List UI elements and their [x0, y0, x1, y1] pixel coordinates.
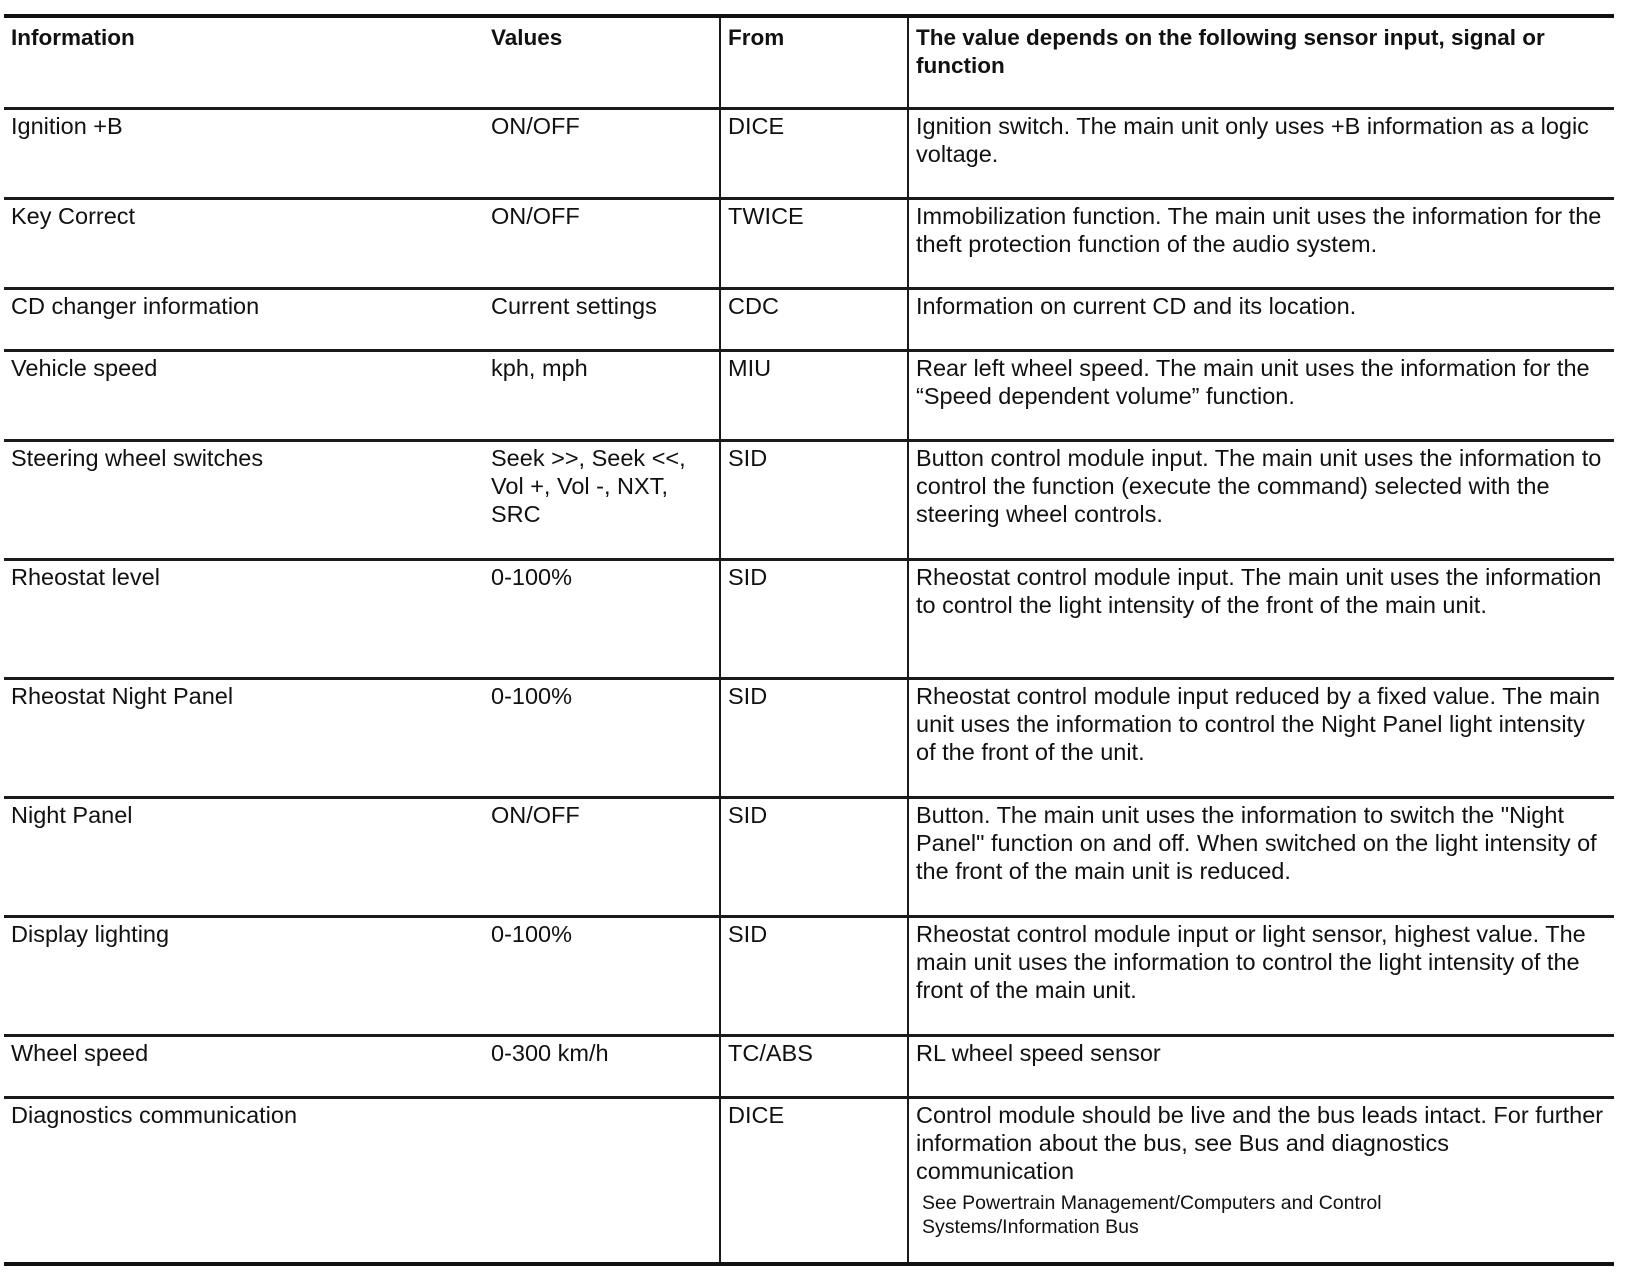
- table-row: [4, 797, 1614, 916]
- header-values: Values: [484, 16, 720, 108]
- table-row: [4, 916, 1614, 1035]
- cell-information: Steering wheel switches: [4, 440, 484, 559]
- cell-from: SID: [720, 440, 908, 559]
- cell-information: Display lighting: [4, 916, 484, 1035]
- cell-values: ON/OFF: [484, 198, 720, 288]
- cell-depends: Rheostat control module input reduced by a fixed value. The main unit uses the information to control the Night Panel light intensity of the front of the unit.: [908, 678, 1614, 797]
- cell-values: 0-100%: [484, 916, 720, 1035]
- cell-information: Vehicle speed: [4, 350, 484, 440]
- cell-from: SID: [720, 797, 908, 916]
- cell-depends: Rheostat control module input or light sensor, highest value. The main unit uses the information to control the light intensity of the front of the main unit.: [908, 916, 1614, 1035]
- cell-depends: Information on current CD and its location.: [908, 288, 1614, 350]
- cell-values: ON/OFF: [484, 797, 720, 916]
- cell-information: Rheostat Night Panel: [4, 678, 484, 797]
- table-row: [4, 288, 1614, 350]
- table-row: [4, 350, 1614, 440]
- cell-depends: Rear left wheel speed. The main unit uses the information for the “Speed dependent volume” function.: [908, 350, 1614, 440]
- cell-values: ON/OFF: [484, 108, 720, 198]
- cell-values: Current settings: [484, 288, 720, 350]
- cell-depends-text: Control module should be live and the bus leads intact. For further information about the bus, see Bus and diagnostics communication: [916, 1101, 1604, 1184]
- cell-information: Key Correct: [4, 198, 484, 288]
- cell-from: DICE: [720, 1097, 908, 1264]
- cell-information: Ignition +B: [4, 108, 484, 198]
- cell-depends: Ignition switch. The main unit only uses +B information as a logic voltage.: [908, 108, 1614, 198]
- table-row: [4, 198, 1614, 288]
- header-depends: The value depends on the following sensor input, signal or function: [908, 16, 1614, 108]
- cell-from: MIU: [720, 350, 908, 440]
- cell-values: [484, 1097, 720, 1264]
- header-from: From: [720, 16, 908, 108]
- cell-values: 0-300 km/h: [484, 1035, 720, 1097]
- cell-from: DICE: [720, 108, 908, 198]
- cell-depends: Button control module input. The main unit uses the information to control the function (execute the command) selected with the steering wheel controls.: [908, 440, 1614, 559]
- information-table: [4, 14, 1614, 1266]
- table-row: [4, 1035, 1614, 1097]
- table-row: [4, 1097, 1614, 1264]
- cell-from: TWICE: [720, 198, 908, 288]
- reference-note-line: Systems/Information Bus: [922, 1215, 1139, 1238]
- cell-information: Night Panel: [4, 797, 484, 916]
- cell-values: 0-100%: [484, 559, 720, 678]
- cell-from: SID: [720, 559, 908, 678]
- cell-information: Wheel speed: [4, 1035, 484, 1097]
- cell-information: CD changer information: [4, 288, 484, 350]
- reference-note-line: See Powertrain Management/Computers and Control: [922, 1191, 1382, 1214]
- table-header-row: [4, 16, 1614, 108]
- cell-depends: Button. The main unit uses the information to switch the "Night Panel" function on and off. When switched on the light intensity of the front of the main unit is reduced.: [908, 797, 1614, 916]
- table-row: [4, 440, 1614, 559]
- cell-values: kph, mph: [484, 350, 720, 440]
- header-information: Information: [4, 16, 484, 108]
- cell-information: Diagnostics communication: [4, 1097, 484, 1264]
- cell-depends: [908, 1097, 1614, 1264]
- cell-depends: Rheostat control module input. The main unit uses the information to control the light intensity of the front of the main unit.: [908, 559, 1614, 678]
- cell-depends: RL wheel speed sensor: [908, 1035, 1614, 1097]
- cell-information: Rheostat level: [4, 559, 484, 678]
- table-row: [4, 678, 1614, 797]
- cell-values: Seek >>, Seek <<, Vol +, Vol -, NXT, SRC: [484, 440, 720, 559]
- cell-from: SID: [720, 678, 908, 797]
- cell-depends: Immobilization function. The main unit uses the information for the theft protection function of the audio system.: [908, 198, 1614, 288]
- table-row: [4, 108, 1614, 198]
- document-page: [4, 14, 1614, 1284]
- cell-from: CDC: [720, 288, 908, 350]
- table-row: [4, 559, 1614, 678]
- cell-from: SID: [720, 916, 908, 1035]
- cell-from: TC/ABS: [720, 1035, 908, 1097]
- cell-values: 0-100%: [484, 678, 720, 797]
